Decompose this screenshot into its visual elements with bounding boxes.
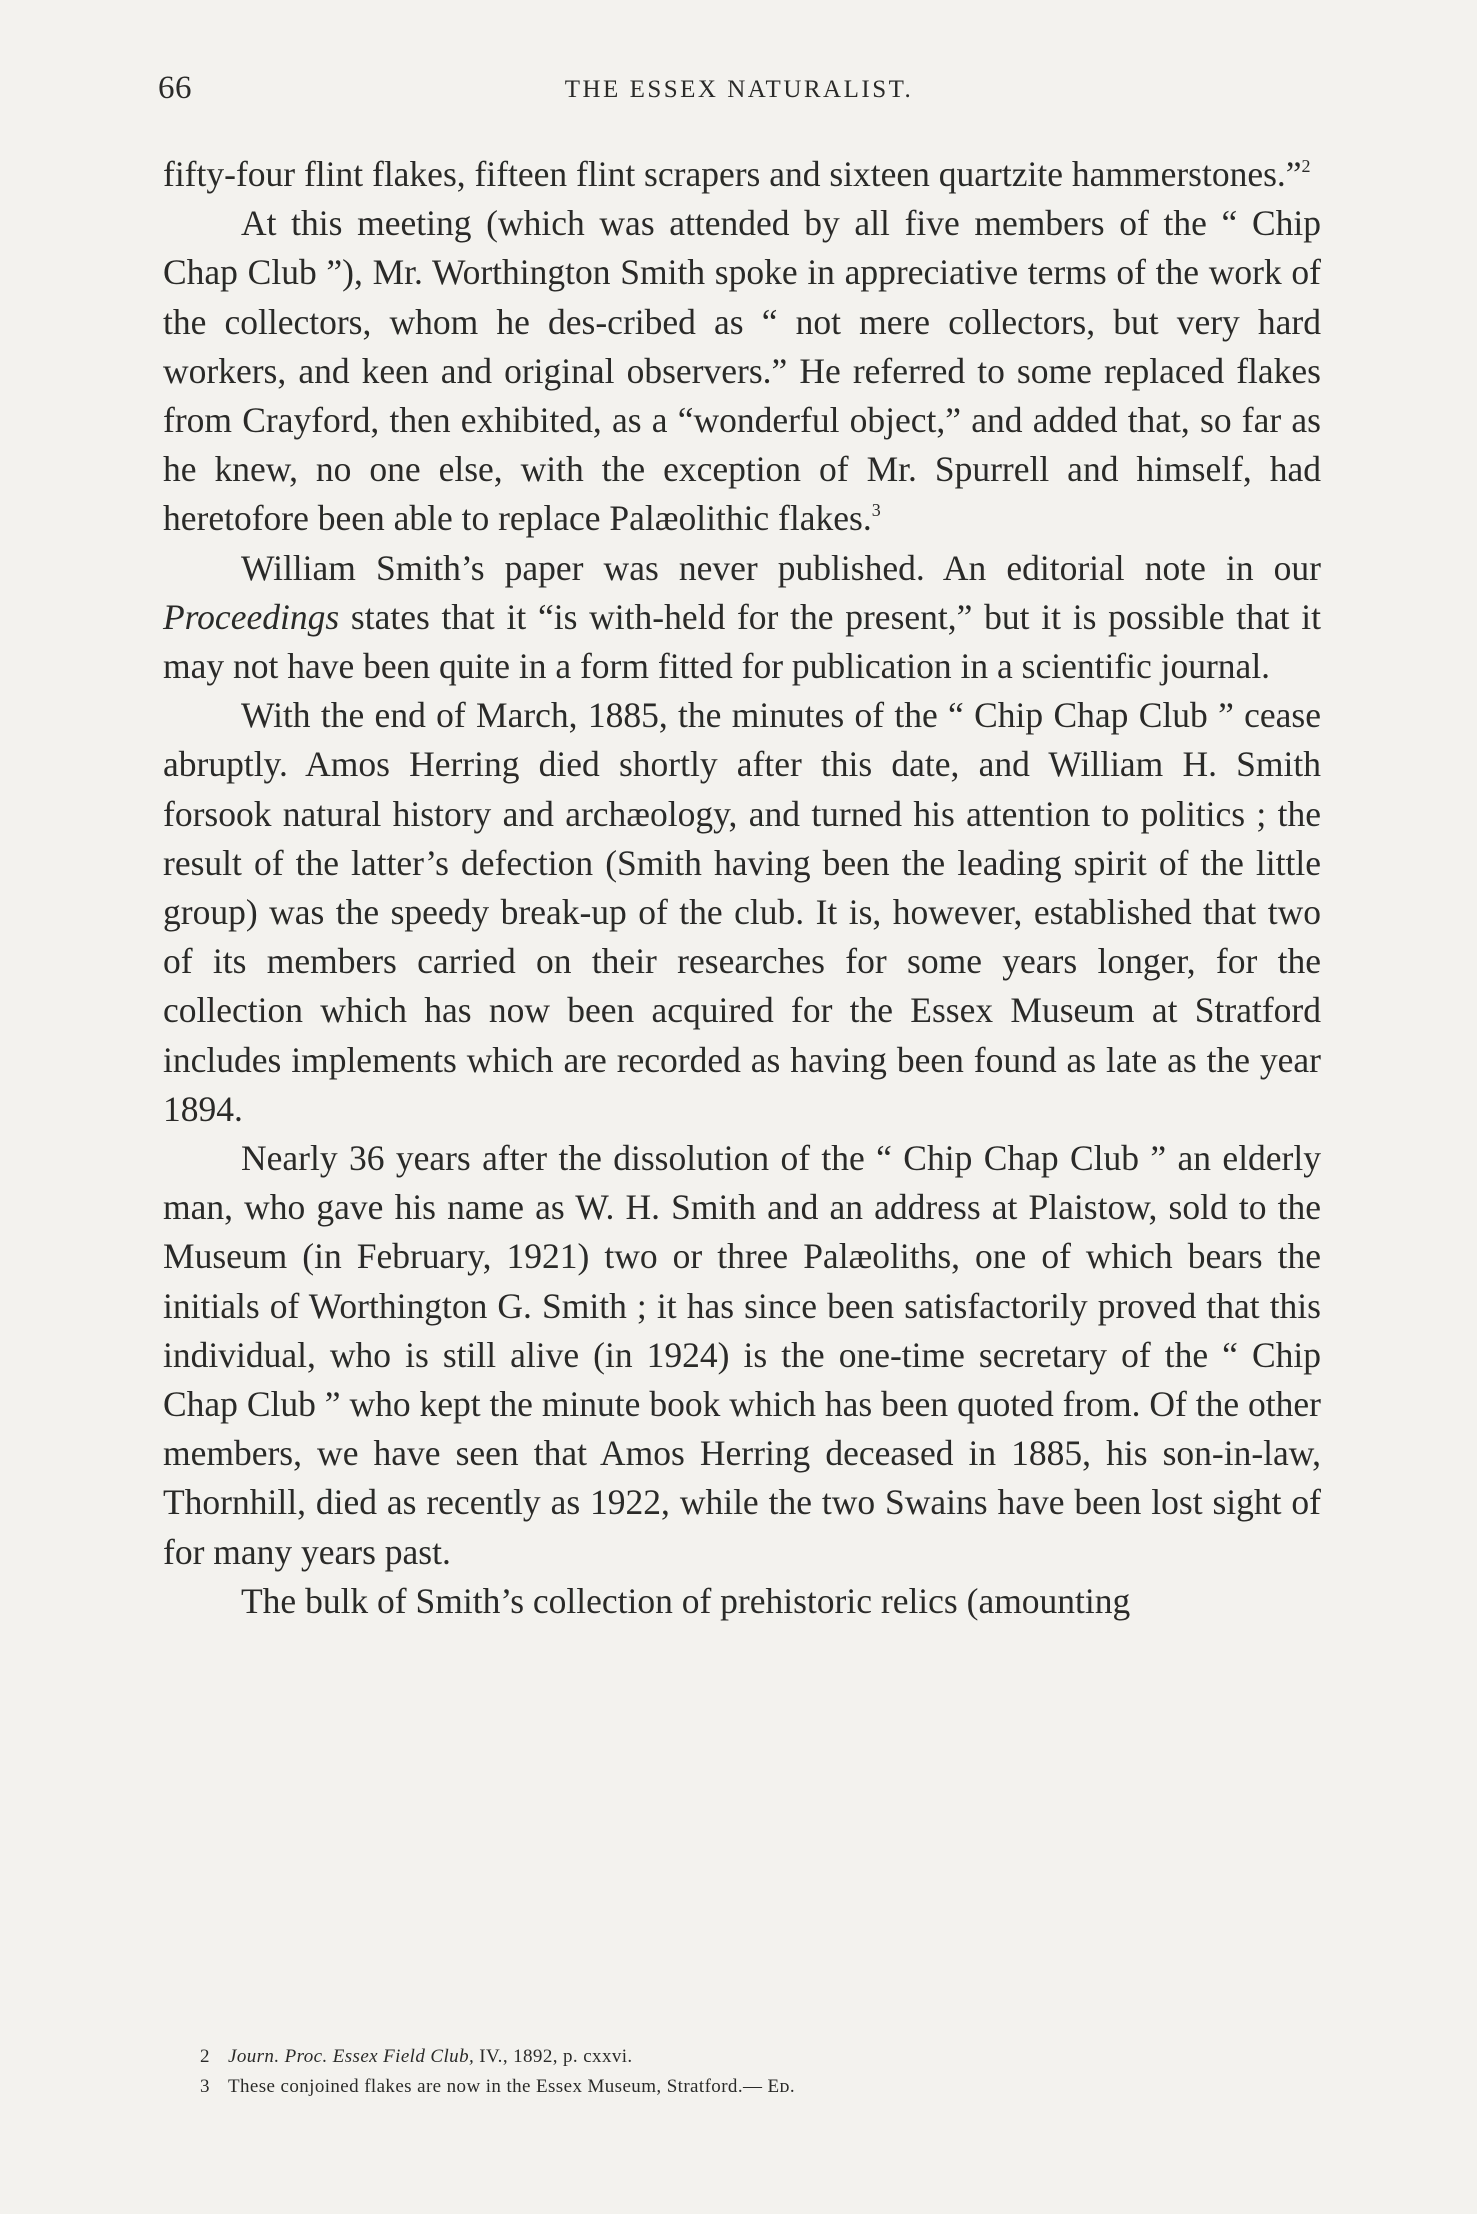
footnote-ref-3: 3 (871, 500, 881, 521)
paragraph-1 (163, 150, 1321, 199)
paragraph-3-text-after: states that it “is with-held for the present,” but it is possible that it may not have been quite in a form fitted for publication in a scientific journal. (163, 596, 1321, 687)
footnote-text: These conjoined flakes are now in the Essex Museum, Stratford.— Eᴅ. (228, 2076, 796, 2097)
paragraph-3-text-before: William Smith’s paper was never published. An editorial note in our (241, 547, 1321, 588)
page-number: 66 (158, 70, 192, 106)
paragraph-3 (163, 544, 1321, 692)
paragraph-4: With the end of March, 1885, the minutes of the “ Chip Chap Club ” cease abruptly. Amos Herring died shortly after this date, and William H. Smith forsook natural history and archæology, and turned his attention to politics ; the result of the latter’s defection (Smith having been the leading spirit of the little group) was the speedy break-up of the club. It is, however, established that two of its members carried on their researches for some years longer, for the collection which has now been acquired for the Essex Museum at Stratford includes implements which are recorded as having been found as late as the year 1894. (163, 695, 1321, 1129)
paragraph-1-text: fifty-four flint flakes, fifteen flint scrapers and sixteen quartzite hammerstones.” (163, 154, 1302, 194)
footnote-citation: Journ. Proc. Essex Field Club, (228, 2046, 475, 2067)
paragraph-2-text: At this meeting (which was attended by all five members of the “ Chip Chap Club ”), Mr. Worthington Smith spoke in appreciative terms of the work of the collectors, whom he des-cribed as “ not mere collectors, but very hard workers, and keen and original observers.” He referred to some replaced flakes from Crayford, then exhibited, as a “wonderful object,” and added that, so far as he knew, no one else, with the exception of Mr. Spurrell and himself, had heretofore been able to replace Palæolithic flakes. (163, 203, 1321, 539)
page-header (158, 70, 1320, 118)
footnote-3 (200, 2072, 1320, 2102)
paragraph-6: The bulk of Smith’s collection of prehistoric relics (amounting (241, 1580, 1131, 1621)
footnote-number: 3 (200, 2076, 210, 2097)
footnotes (200, 2042, 1320, 2102)
paragraph-2 (163, 199, 1321, 543)
paragraph-5: Nearly 36 years after the dissolution of the “ Chip Chap Club ” an elderly man, who gave his name as W. H. Smith and an address at Plaistow, sold to the Museum (in February, 1921) two or three Palæoliths, one of which bears the initials of Worthington G. Smith ; it has since been satisfactorily proved that this individual, who is still alive (in 1924) is the one-time secretary of the “ Chip Chap Club ” who kept the minute book which has been quoted from. Of the other members, we have seen that Amos Herring deceased in 1885, his son-in-law, Thornhill, died as recently as 1922, while the two Swains have been lost sight of for many years past. (163, 1138, 1321, 1572)
proceedings-title: Proceedings (163, 596, 340, 637)
footnote-2 (200, 2042, 1320, 2072)
footnote-text: IV., 1892, p. cxxvi. (474, 2046, 633, 2067)
body-text (163, 150, 1321, 1626)
footnote-number: 2 (200, 2046, 210, 2067)
footnote-ref-2: 2 (1301, 156, 1311, 176)
running-head: THE ESSEX NATURALIST. (564, 76, 914, 103)
